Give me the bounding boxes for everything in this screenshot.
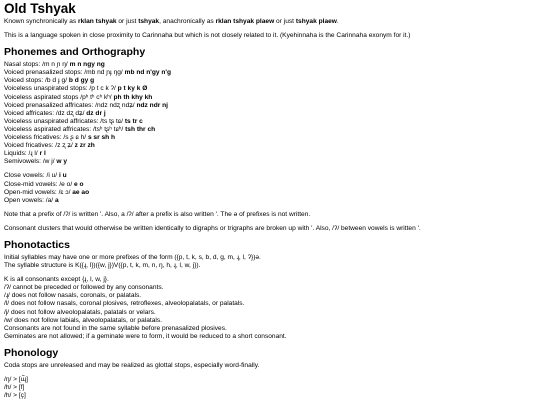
orthography: ae ao — [72, 188, 90, 196]
description-paragraph: This is a language spoken in close proximity to Carinnaha but which is not closely related to it. (Kyehinnaha is the Carinnaha exonym for it.) — [4, 32, 411, 40]
consonant-line — [4, 126, 536, 134]
consonant-line — [4, 85, 536, 93]
section-heading-phonemes: Phonemes and Orthography — [4, 46, 146, 59]
phoneme-label: Open vowels: /a/ — [4, 196, 54, 204]
phoneme-label: Voiced affricates: /dz dʐ dʑ/ — [4, 109, 85, 117]
consonant-line — [4, 110, 536, 118]
rule-line: /ɻ/ does not follow nasals, coronals, or palatals. — [4, 292, 142, 300]
phonology-rules — [4, 376, 536, 400]
phoneme-label: Voiceless aspirated affricates: /tsʰ tʂʰ tɕʰ/ — [4, 125, 124, 133]
consonant-line — [4, 142, 536, 150]
prefix-form-line: Initial syllables may have one or more prefixes of the form ({p, t, k, s, b, d, g, m, ɻ, l, ʔ})ə. — [4, 253, 261, 261]
orthography: w y — [56, 158, 68, 166]
cluster-note: Consonant clusters that would otherwise be written identically to digraphs or trigraphs are broken up with '. Also, /ʔ/ between vowels is written '. — [4, 224, 421, 232]
page-title: Old Tshyak — [4, 1, 76, 16]
phonotactics-structure — [4, 254, 536, 270]
vowel-line — [4, 172, 536, 180]
orthography: e o — [74, 180, 84, 188]
syllable-structure-line: The syllable structure is K({ɻ, l})({w, j})V({p, t, k, m, n, ŋ, h, ɻ, l, w, j}). — [4, 262, 201, 270]
phonotactics-rules — [4, 276, 536, 341]
name-tshyak-plaew: tshyak plaew — [295, 18, 337, 25]
document-page — [0, 1, 540, 400]
phoneme-label: Close vowels: /i u/ — [4, 172, 58, 180]
consonant-line — [4, 69, 536, 77]
orthography: m n ngy ng — [69, 61, 105, 69]
sound-change-line: /ŋ/ > [ɰ̃] — [4, 376, 29, 383]
phoneme-label: Nasal stops: /m n ɲ ŋ/ — [4, 61, 68, 69]
orthography: dz dr j — [86, 109, 106, 117]
orthography: tsh thr ch — [125, 125, 156, 133]
phoneme-label: Voiced prenasalized stops: /mb nd ɲɟ ŋg/ — [4, 69, 123, 77]
phoneme-label: Voiced prenasalized affricates: /ndz ndʐ ndʑ/ — [4, 101, 135, 109]
consonant-line — [4, 61, 536, 69]
prefix-note: Note that a prefix of /ʔ/ is written '. Also, a /ʔ/ after a prefix is also written '. The ə of prefixes is not written. — [4, 210, 311, 218]
consonant-line — [4, 77, 536, 85]
vowel-list — [4, 172, 536, 204]
rule-line: K is all consonants except {ɻ, l, w, j}. — [4, 276, 109, 284]
consonant-line — [4, 158, 536, 166]
sound-change-line: /h/ > [ç] — [4, 392, 26, 400]
orthography: b d gy g — [68, 77, 95, 85]
phoneme-label: Open-mid vowels: /ɛ ɔ/ — [4, 188, 71, 196]
vowel-line — [4, 189, 536, 197]
orthography: a — [54, 196, 59, 204]
phoneme-label: Close-mid vowels: /e o/ — [4, 180, 73, 188]
rule-line: /j/ does not follow alveolopalatals, palatals or velars. — [4, 308, 156, 316]
phoneme-label: Semivowels: /w j/ — [4, 158, 55, 166]
orthography: mb nd n'gy n'g — [124, 69, 171, 77]
intro-text: Known synchronically as — [4, 18, 77, 25]
consonant-line — [4, 102, 536, 110]
orthography: ph th khy kh — [113, 93, 153, 101]
name-rklan-tshyak: rklan tshyak — [78, 18, 117, 25]
phoneme-label: Voiceless unaspirated affricates: /ts tʂ tɕ/ — [4, 117, 123, 125]
orthography: p t ky k Ø — [117, 85, 148, 93]
phoneme-label: Voiceless fricatives: /s ʂ ɕ h/ — [4, 134, 87, 142]
rule-line: Consonants are not found in the same syllable before prenasalized plosives. — [4, 324, 227, 332]
phoneme-label: Voiced fricatives: /z ʐ ʑ/ — [4, 142, 73, 150]
phoneme-label: Voiceless aspirated stops /pʰ tʰ cʰ kʰ/ — [4, 93, 112, 101]
section-heading-phonology: Phonology — [4, 346, 59, 359]
consonant-line — [4, 150, 536, 158]
intro-text: , anachronically as — [159, 18, 214, 25]
rule-line: Geminates are not allowed; if a geminate were to form, it would be reduced to a short consonant. — [4, 332, 287, 340]
consonant-line — [4, 94, 536, 102]
orthography: s sr sh h — [87, 134, 116, 142]
phoneme-label: Voiced stops: /b d ɟ g/ — [4, 77, 68, 85]
vowel-line — [4, 197, 536, 205]
orthography: ndz ndr nj — [136, 101, 168, 109]
rule-line: /ʔ/ cannot be preceded or followed by any consonants. — [4, 284, 164, 292]
intro-text: . — [336, 18, 339, 25]
consonant-list — [4, 61, 536, 166]
orthography: ts tr c — [124, 117, 143, 125]
intro-text: or just — [276, 18, 295, 25]
intro-text: or just — [118, 18, 137, 25]
intro-paragraph — [4, 18, 536, 26]
vowel-line — [4, 181, 536, 189]
section-heading-phonotactics: Phonotactics — [4, 238, 70, 251]
name-tshyak: tshyak — [138, 18, 160, 25]
rule-line: /w/ does not follow labials, alveolopalatals, or palatals. — [4, 316, 162, 324]
rule-line: /l/ does not follow nasals, coronal plosives, retroflexes, alveolopalatals, or palatals. — [4, 300, 245, 308]
orthography: z zr zh — [74, 142, 95, 150]
consonant-line — [4, 134, 536, 142]
orthography: i u — [58, 172, 67, 180]
phoneme-label: Liquids: /ɻ l/ — [4, 150, 38, 158]
name-rklan-tshyak-plaew: rklan tshyak plaew — [215, 18, 275, 25]
sound-change-line: /h/ > [f] — [4, 384, 25, 392]
phonology-intro: Coda stops are unreleased and may be realized as glottal stops, especially word-finally. — [4, 361, 260, 369]
phoneme-label: Voiceless unaspirated stops: /p t c k ʔ/ — [4, 85, 116, 93]
orthography: r l — [39, 150, 46, 158]
consonant-line — [4, 118, 536, 126]
